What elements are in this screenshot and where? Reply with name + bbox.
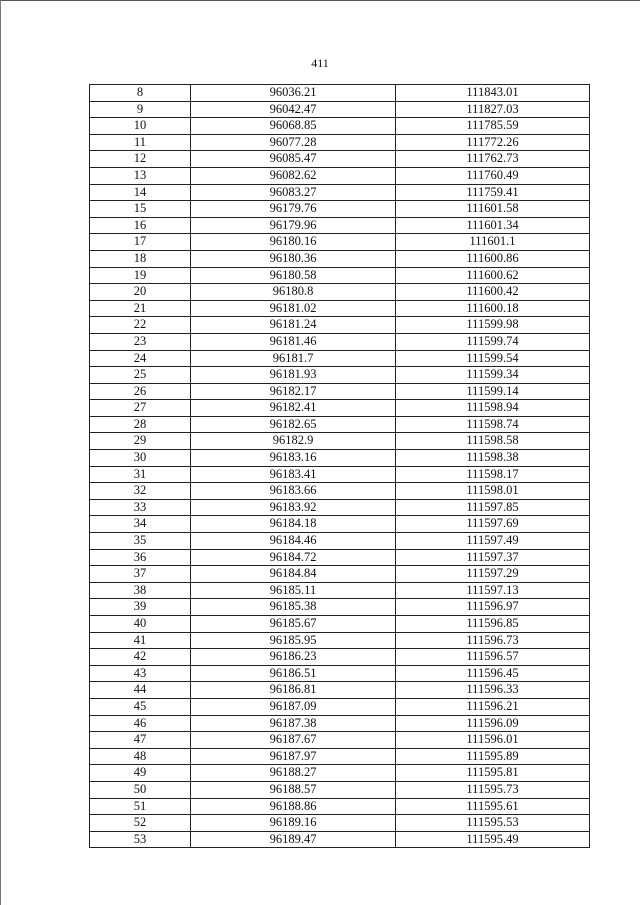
point-number-cell: 28 [90, 416, 191, 433]
point-number-cell: 31 [90, 466, 191, 483]
point-number-cell: 35 [90, 533, 191, 550]
table-row [90, 549, 590, 566]
y-coordinate-cell: 111597.37 [396, 549, 590, 566]
table-row [90, 284, 590, 301]
table-row [90, 616, 590, 633]
table-row [90, 350, 590, 367]
y-coordinate-cell: 111596.57 [396, 649, 590, 666]
point-number-cell: 53 [90, 831, 191, 848]
table-row [90, 383, 590, 400]
point-number-cell: 50 [90, 781, 191, 798]
table-row [90, 566, 590, 583]
x-coordinate-cell: 96179.76 [191, 201, 396, 218]
x-coordinate-cell: 96185.38 [191, 599, 396, 616]
table-row [90, 599, 590, 616]
table-row [90, 765, 590, 782]
table-row [90, 499, 590, 516]
y-coordinate-cell: 111599.34 [396, 367, 590, 384]
x-coordinate-cell: 96183.41 [191, 466, 396, 483]
y-coordinate-cell: 111762.73 [396, 151, 590, 168]
table-row [90, 367, 590, 384]
y-coordinate-cell: 111600.42 [396, 284, 590, 301]
x-coordinate-cell: 96183.66 [191, 483, 396, 500]
point-number-cell: 39 [90, 599, 191, 616]
x-coordinate-cell: 96180.58 [191, 267, 396, 284]
x-coordinate-cell: 96185.11 [191, 582, 396, 599]
table-row [90, 234, 590, 251]
table-row [90, 682, 590, 699]
x-coordinate-cell: 96187.38 [191, 715, 396, 732]
y-coordinate-cell: 111597.29 [396, 566, 590, 583]
page-number: 411 [311, 56, 329, 70]
point-number-cell: 40 [90, 616, 191, 633]
y-coordinate-cell: 111597.69 [396, 516, 590, 533]
point-number-cell: 38 [90, 582, 191, 599]
y-coordinate-cell: 111595.81 [396, 765, 590, 782]
table-row [90, 466, 590, 483]
point-number-cell: 14 [90, 184, 191, 201]
x-coordinate-cell: 96181.24 [191, 317, 396, 334]
x-coordinate-cell: 96186.23 [191, 649, 396, 666]
point-number-cell: 47 [90, 732, 191, 749]
point-number-cell: 13 [90, 167, 191, 184]
table-row [90, 134, 590, 151]
x-coordinate-cell: 96036.21 [191, 85, 396, 102]
y-coordinate-cell: 111600.62 [396, 267, 590, 284]
point-number-cell: 17 [90, 234, 191, 251]
page-edge-top [0, 0, 640, 1]
point-number-cell: 11 [90, 134, 191, 151]
x-coordinate-cell: 96183.16 [191, 450, 396, 467]
point-number-cell: 22 [90, 317, 191, 334]
coordinate-table-body [90, 85, 590, 848]
table-row [90, 85, 590, 102]
table-row [90, 267, 590, 284]
x-coordinate-cell: 96181.46 [191, 333, 396, 350]
x-coordinate-cell: 96184.84 [191, 566, 396, 583]
y-coordinate-cell: 111599.54 [396, 350, 590, 367]
y-coordinate-cell: 111598.01 [396, 483, 590, 500]
x-coordinate-cell: 96181.7 [191, 350, 396, 367]
x-coordinate-cell: 96180.16 [191, 234, 396, 251]
table-row [90, 317, 590, 334]
table-row [90, 815, 590, 832]
table-row [90, 217, 590, 234]
point-number-cell: 51 [90, 798, 191, 815]
y-coordinate-cell: 111760.49 [396, 167, 590, 184]
page-edge-left [0, 0, 1, 905]
table-row [90, 715, 590, 732]
point-number-cell: 21 [90, 300, 191, 317]
y-coordinate-cell: 111843.01 [396, 85, 590, 102]
y-coordinate-cell: 111600.86 [396, 250, 590, 267]
y-coordinate-cell: 111598.94 [396, 400, 590, 417]
point-number-cell: 26 [90, 383, 191, 400]
table-row [90, 333, 590, 350]
y-coordinate-cell: 111785.59 [396, 118, 590, 135]
point-number-cell: 41 [90, 632, 191, 649]
table-row [90, 831, 590, 848]
x-coordinate-cell: 96085.47 [191, 151, 396, 168]
table-row [90, 516, 590, 533]
x-coordinate-cell: 96188.27 [191, 765, 396, 782]
point-number-cell: 52 [90, 815, 191, 832]
x-coordinate-cell: 96179.96 [191, 217, 396, 234]
table-row [90, 665, 590, 682]
x-coordinate-cell: 96042.47 [191, 101, 396, 118]
y-coordinate-cell: 111598.58 [396, 433, 590, 450]
y-coordinate-cell: 111595.61 [396, 798, 590, 815]
y-coordinate-cell: 111600.18 [396, 300, 590, 317]
point-number-cell: 45 [90, 698, 191, 715]
x-coordinate-cell: 96180.36 [191, 250, 396, 267]
y-coordinate-cell: 111599.74 [396, 333, 590, 350]
x-coordinate-cell: 96183.92 [191, 499, 396, 516]
y-coordinate-cell: 111599.98 [396, 317, 590, 334]
table-row [90, 184, 590, 201]
y-coordinate-cell: 111596.09 [396, 715, 590, 732]
y-coordinate-cell: 111596.01 [396, 732, 590, 749]
x-coordinate-cell: 96185.67 [191, 616, 396, 633]
table-row [90, 483, 590, 500]
x-coordinate-cell: 96184.46 [191, 533, 396, 550]
table-row [90, 748, 590, 765]
point-number-cell: 46 [90, 715, 191, 732]
y-coordinate-cell: 111597.49 [396, 533, 590, 550]
x-coordinate-cell: 96186.51 [191, 665, 396, 682]
table-row [90, 632, 590, 649]
x-coordinate-cell: 96068.85 [191, 118, 396, 135]
x-coordinate-cell: 96083.27 [191, 184, 396, 201]
point-number-cell: 44 [90, 682, 191, 699]
y-coordinate-cell: 111595.73 [396, 781, 590, 798]
x-coordinate-cell: 96182.9 [191, 433, 396, 450]
x-coordinate-cell: 96188.57 [191, 781, 396, 798]
x-coordinate-cell: 96185.95 [191, 632, 396, 649]
point-number-cell: 48 [90, 748, 191, 765]
y-coordinate-cell: 111827.03 [396, 101, 590, 118]
table-row [90, 533, 590, 550]
y-coordinate-cell: 111596.97 [396, 599, 590, 616]
x-coordinate-cell: 96188.86 [191, 798, 396, 815]
x-coordinate-cell: 96186.81 [191, 682, 396, 699]
point-number-cell: 23 [90, 333, 191, 350]
table-row [90, 300, 590, 317]
y-coordinate-cell: 111595.49 [396, 831, 590, 848]
point-number-cell: 10 [90, 118, 191, 135]
y-coordinate-cell: 111597.13 [396, 582, 590, 599]
table-row [90, 201, 590, 218]
y-coordinate-cell: 111598.17 [396, 466, 590, 483]
table-row [90, 798, 590, 815]
x-coordinate-cell: 96077.28 [191, 134, 396, 151]
point-number-cell: 49 [90, 765, 191, 782]
point-number-cell: 19 [90, 267, 191, 284]
x-coordinate-cell: 96182.17 [191, 383, 396, 400]
y-coordinate-cell: 111759.41 [396, 184, 590, 201]
y-coordinate-cell: 111599.14 [396, 383, 590, 400]
x-coordinate-cell: 96189.16 [191, 815, 396, 832]
point-number-cell: 18 [90, 250, 191, 267]
y-coordinate-cell: 111596.21 [396, 698, 590, 715]
point-number-cell: 20 [90, 284, 191, 301]
x-coordinate-cell: 96184.18 [191, 516, 396, 533]
point-number-cell: 12 [90, 151, 191, 168]
point-number-cell: 37 [90, 566, 191, 583]
y-coordinate-cell: 111596.45 [396, 665, 590, 682]
table-row [90, 433, 590, 450]
point-number-cell: 25 [90, 367, 191, 384]
point-number-cell: 9 [90, 101, 191, 118]
table-row [90, 101, 590, 118]
table-row [90, 400, 590, 417]
point-number-cell: 27 [90, 400, 191, 417]
point-number-cell: 34 [90, 516, 191, 533]
y-coordinate-cell: 111598.74 [396, 416, 590, 433]
point-number-cell: 30 [90, 450, 191, 467]
x-coordinate-cell: 96182.41 [191, 400, 396, 417]
table-row [90, 732, 590, 749]
y-coordinate-cell: 111596.73 [396, 632, 590, 649]
table-row [90, 450, 590, 467]
table-row [90, 416, 590, 433]
y-coordinate-cell: 111596.85 [396, 616, 590, 633]
point-number-cell: 29 [90, 433, 191, 450]
point-number-cell: 32 [90, 483, 191, 500]
point-number-cell: 15 [90, 201, 191, 218]
table-row [90, 250, 590, 267]
coordinate-table [89, 84, 590, 848]
table-row [90, 649, 590, 666]
x-coordinate-cell: 96189.47 [191, 831, 396, 848]
point-number-cell: 42 [90, 649, 191, 666]
point-number-cell: 24 [90, 350, 191, 367]
y-coordinate-cell: 111772.26 [396, 134, 590, 151]
table-row [90, 118, 590, 135]
y-coordinate-cell: 111596.33 [396, 682, 590, 699]
table-row [90, 698, 590, 715]
x-coordinate-cell: 96182.65 [191, 416, 396, 433]
y-coordinate-cell: 111598.38 [396, 450, 590, 467]
point-number-cell: 33 [90, 499, 191, 516]
table-row [90, 582, 590, 599]
y-coordinate-cell: 111601.1 [396, 234, 590, 251]
point-number-cell: 8 [90, 85, 191, 102]
table-row [90, 167, 590, 184]
x-coordinate-cell: 96187.09 [191, 698, 396, 715]
x-coordinate-cell: 96082.62 [191, 167, 396, 184]
y-coordinate-cell: 111601.34 [396, 217, 590, 234]
x-coordinate-cell: 96184.72 [191, 549, 396, 566]
x-coordinate-cell: 96187.67 [191, 732, 396, 749]
y-coordinate-cell: 111595.53 [396, 815, 590, 832]
table-row [90, 151, 590, 168]
point-number-cell: 36 [90, 549, 191, 566]
x-coordinate-cell: 96180.8 [191, 284, 396, 301]
y-coordinate-cell: 111601.58 [396, 201, 590, 218]
x-coordinate-cell: 96187.97 [191, 748, 396, 765]
y-coordinate-cell: 111595.89 [396, 748, 590, 765]
x-coordinate-cell: 96181.93 [191, 367, 396, 384]
point-number-cell: 43 [90, 665, 191, 682]
y-coordinate-cell: 111597.85 [396, 499, 590, 516]
point-number-cell: 16 [90, 217, 191, 234]
table-row [90, 781, 590, 798]
x-coordinate-cell: 96181.02 [191, 300, 396, 317]
